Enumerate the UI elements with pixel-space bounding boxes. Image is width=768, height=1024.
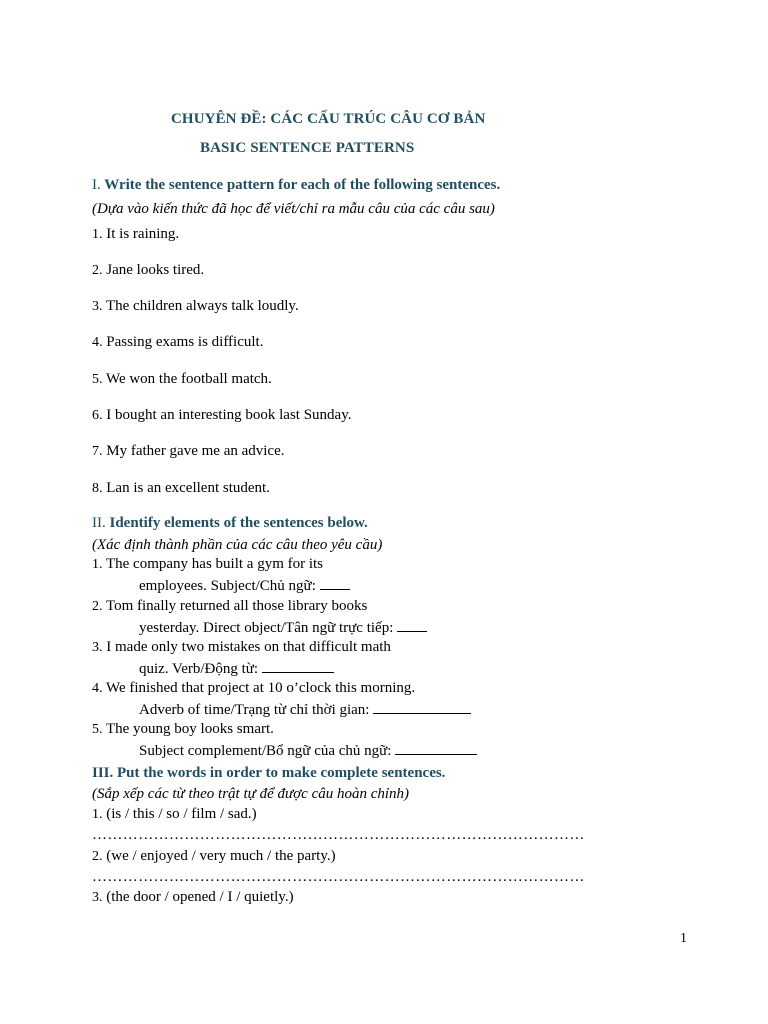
- document-title: CHUYÊN ĐỀ: CÁC CẤU TRÚC CÂU CƠ BẢN: [171, 111, 486, 127]
- item-prompt: yesterday. Direct object/Tân ngữ trực tiếp:: [139, 620, 394, 636]
- section-2-heading-text: Identify elements of the sentences below.: [109, 515, 368, 531]
- item-number: 2.: [92, 599, 103, 614]
- list-item: [92, 680, 415, 697]
- section-1-instruction: (Dựa vào kiến thức đã học để viết/chỉ ra mẫu câu của các câu sau): [92, 201, 495, 217]
- item-number: 3.: [92, 890, 103, 905]
- answer-blank[interactable]: [397, 619, 427, 632]
- item-continuation: [139, 701, 471, 719]
- list-item: [92, 639, 391, 656]
- list-item: [92, 371, 272, 388]
- item-continuation: [139, 660, 334, 678]
- answer-line[interactable]: ……………………………………………………………………………………: [92, 827, 585, 843]
- list-item: [92, 298, 299, 315]
- document-subtitle: BASIC SENTENCE PATTERNS: [200, 140, 415, 156]
- section-1-heading-text: Write the sentence pattern for each of the following sentences.: [104, 177, 501, 193]
- item-prompt: employees. Subject/Chủ ngữ:: [139, 578, 316, 594]
- item-number: 1.: [92, 557, 103, 572]
- item-number: 4.: [92, 335, 103, 350]
- item-number: 7.: [92, 444, 103, 459]
- section-3-heading-text: Put the words in order to make complete sentences.: [117, 765, 446, 781]
- list-item: [92, 806, 257, 823]
- item-text: Passing exams is difficult.: [106, 334, 264, 350]
- item-number: 6.: [92, 408, 103, 423]
- section-1-roman: I.: [92, 177, 101, 193]
- list-item: [92, 721, 274, 738]
- item-text: We won the football match.: [105, 371, 272, 387]
- item-text: We finished that project at 10 o’clock this morning.: [105, 680, 416, 696]
- item-text: I made only two mistakes on that difficult math: [106, 639, 391, 655]
- item-text: The children always talk loudly.: [105, 298, 299, 314]
- list-item: [92, 889, 294, 906]
- list-item: [92, 334, 263, 351]
- section-2-roman: II.: [92, 515, 106, 531]
- item-text: (is / this / so / film / sad.): [106, 806, 257, 822]
- item-prompt: Subject complement/Bổ ngữ của chủ ngữ:: [139, 743, 392, 759]
- item-number: 4.: [92, 681, 103, 696]
- item-prompt: Adverb of time/Trạng từ chỉ thời gian:: [139, 702, 370, 718]
- item-continuation: [139, 577, 350, 595]
- item-text: (the door / opened / I / quietly.): [106, 889, 294, 905]
- item-number: 5.: [92, 372, 103, 387]
- answer-line[interactable]: ……………………………………………………………………………………: [92, 869, 585, 885]
- page-number: 1: [680, 931, 687, 946]
- item-number: 1.: [92, 807, 103, 822]
- list-item: [92, 598, 367, 615]
- item-text: Tom finally returned all those library books: [105, 598, 368, 614]
- item-continuation: [139, 742, 477, 760]
- item-text: Lan is an excellent student.: [106, 480, 270, 496]
- item-number: 2.: [92, 849, 103, 864]
- item-text: The company has built a gym for its: [105, 556, 324, 572]
- item-number: 5.: [92, 722, 103, 737]
- item-number: 8.: [92, 481, 103, 496]
- item-number: 2.: [92, 263, 103, 278]
- section-1-heading: [92, 177, 500, 194]
- section-3-roman: III.: [92, 765, 114, 781]
- item-number: 1.: [92, 227, 103, 242]
- item-number: 3.: [92, 299, 103, 314]
- item-text: The young boy looks smart.: [105, 721, 274, 737]
- item-text: My father gave me an advice.: [106, 443, 285, 459]
- item-text: It is raining.: [106, 226, 180, 242]
- list-item: [92, 480, 270, 497]
- item-text: (we / enjoyed / very much / the party.): [106, 848, 336, 864]
- item-text: Jane looks tired.: [106, 262, 205, 278]
- section-2-heading: [92, 515, 368, 532]
- section-3-instruction: (Sắp xếp các từ theo trật tự để được câu hoàn chỉnh): [92, 786, 410, 802]
- item-number: 3.: [92, 640, 103, 655]
- list-item: [92, 407, 352, 424]
- item-text: I bought an interesting book last Sunday.: [106, 407, 352, 423]
- section-3-heading: [92, 765, 445, 782]
- item-prompt: quiz. Verb/Động từ:: [139, 661, 259, 677]
- list-item: [92, 556, 323, 573]
- item-continuation: [139, 619, 427, 637]
- list-item: [92, 262, 204, 279]
- answer-blank[interactable]: [373, 701, 471, 714]
- answer-blank[interactable]: [395, 742, 477, 755]
- answer-blank[interactable]: [262, 660, 334, 673]
- list-item: [92, 848, 336, 865]
- list-item: [92, 443, 285, 460]
- section-2-instruction: (Xác định thành phần của các câu theo yêu cầu): [92, 537, 383, 553]
- answer-blank[interactable]: [320, 577, 350, 590]
- list-item: [92, 226, 179, 243]
